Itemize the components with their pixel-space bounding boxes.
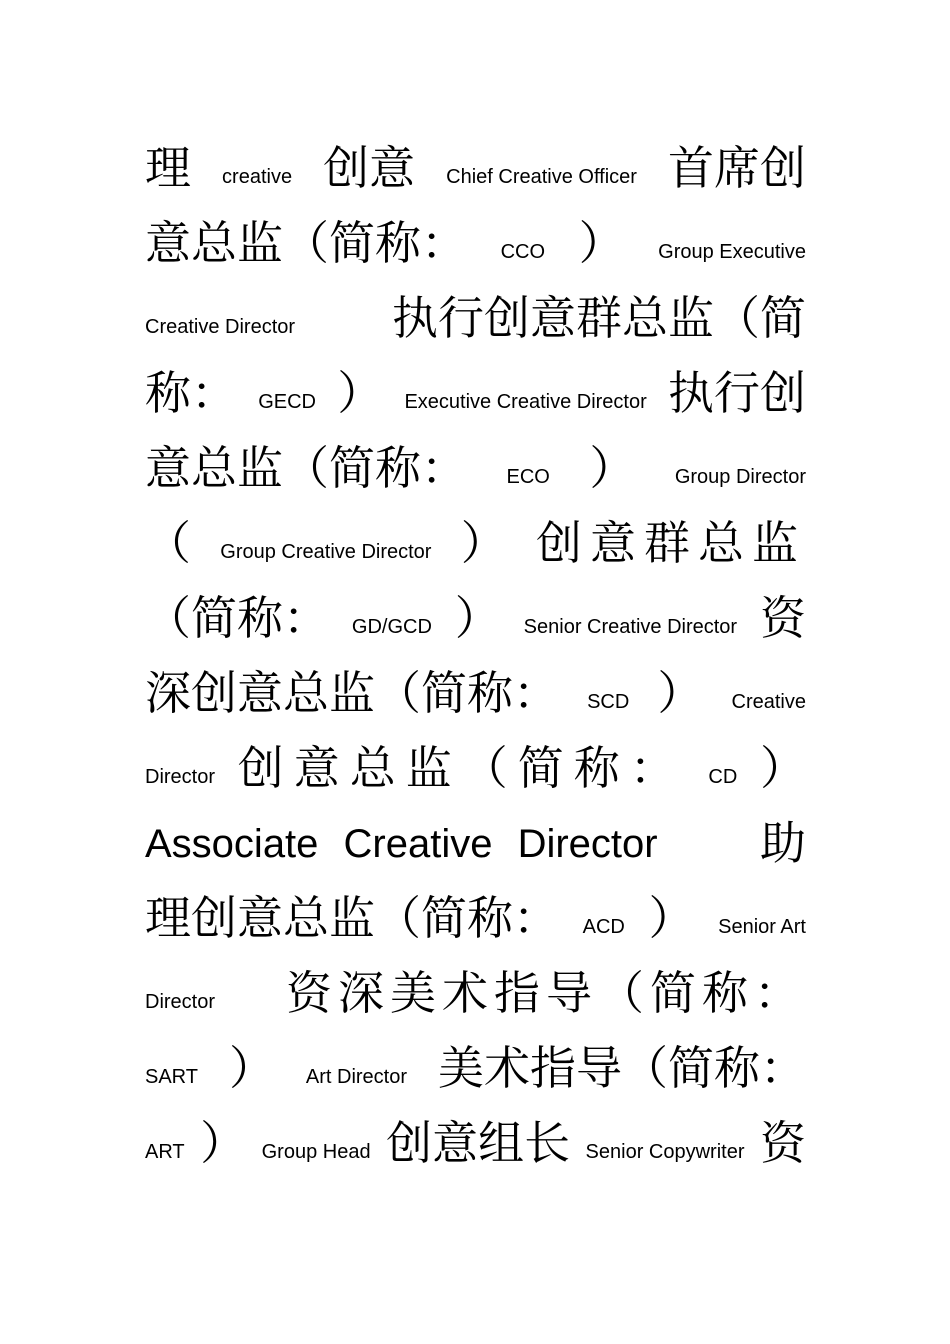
text-segment: ）: [200, 1116, 247, 1170]
text-line-6: [145, 487, 806, 570]
text-line-10: [145, 787, 806, 870]
text-segment: 理创意总监（简称：: [145, 891, 559, 945]
text-segment: Group Head: [261, 1141, 371, 1163]
text-segment: Art Director: [305, 1066, 408, 1088]
text-line-12: [145, 937, 806, 1020]
text-segment: Senior Art: [718, 916, 806, 938]
text-segment: Creative Director: [145, 316, 296, 338]
text-segment: 创意: [323, 141, 416, 195]
text-segment: ACD: [582, 916, 625, 938]
text-segment: Director: [145, 991, 216, 1013]
text-line-1: [145, 112, 806, 195]
text-segment: ECO: [506, 466, 550, 488]
text-segment: 执行创意群总监（简: [392, 291, 806, 345]
text-segment: ）: [648, 891, 695, 945]
text-segment: ）: [228, 1041, 275, 1095]
text-line-5: [145, 412, 806, 495]
text-segment: CCO: [500, 241, 546, 263]
text-segment: ）: [589, 441, 636, 495]
text-segment: ）: [657, 666, 704, 720]
text-segment: Director: [145, 766, 216, 788]
text-segment: 资深美术指导（简称：: [286, 966, 806, 1020]
text-segment: CD: [708, 766, 738, 788]
text-segment: SCD: [587, 691, 630, 713]
text-line-14: [145, 1087, 806, 1170]
text-segment: Creative: [731, 691, 806, 713]
text-segment: ART: [145, 1141, 185, 1163]
text-line-9: [145, 712, 806, 795]
text-segment: Senior Creative Director: [523, 616, 738, 638]
text-segment: ）: [759, 741, 806, 795]
text-segment: 首席创: [667, 141, 806, 195]
text-segment: Group Creative Director: [220, 541, 432, 563]
text-segment: 创意总监（简称：: [237, 741, 686, 795]
text-segment: Group Executive: [658, 241, 806, 263]
text-line-7: [145, 562, 806, 645]
text-segment: GD/GCD: [351, 616, 432, 638]
text-segment: 意总监（简称：: [145, 441, 467, 495]
text-segment: 理: [145, 141, 191, 195]
text-line-11: [145, 862, 806, 945]
text-segment: Chief Creative Officer: [446, 166, 637, 188]
text-segment: （: [145, 516, 191, 570]
text-segment: 助: [760, 816, 806, 870]
text-segment: Group Director: [674, 466, 806, 488]
text-line-8: [145, 637, 806, 720]
text-segment: ）: [578, 216, 625, 270]
text-line-3: [145, 262, 806, 345]
text-segment: Associate Creative Director: [145, 822, 658, 866]
text-line-2: [145, 187, 806, 270]
text-segment: 深创意总监（简称：: [145, 666, 559, 720]
text-segment: ）: [337, 366, 384, 420]
text-segment: Senior Copywriter: [585, 1141, 745, 1163]
text-segment: 创意组长: [386, 1116, 571, 1170]
text-segment: 资: [759, 1116, 806, 1170]
text-segment: 称：: [145, 366, 237, 420]
text-segment: （简称：: [145, 591, 329, 645]
text-segment: GECD: [258, 391, 317, 413]
text-segment: ）: [460, 516, 507, 570]
text-segment: 意总监（简称：: [145, 216, 467, 270]
text-segment: creative: [222, 166, 293, 188]
text-segment: SART: [145, 1066, 198, 1088]
text-segment: ）: [454, 591, 501, 645]
text-segment: Executive Creative Director: [404, 391, 647, 413]
text-segment: 创意群总监: [535, 516, 806, 570]
text-line-13: [145, 1012, 806, 1095]
text-line-4: [145, 337, 806, 420]
text-segment: 美术指导（简称：: [437, 1041, 806, 1095]
text-segment: 执行创: [667, 366, 806, 420]
text-segment: 资: [759, 591, 806, 645]
